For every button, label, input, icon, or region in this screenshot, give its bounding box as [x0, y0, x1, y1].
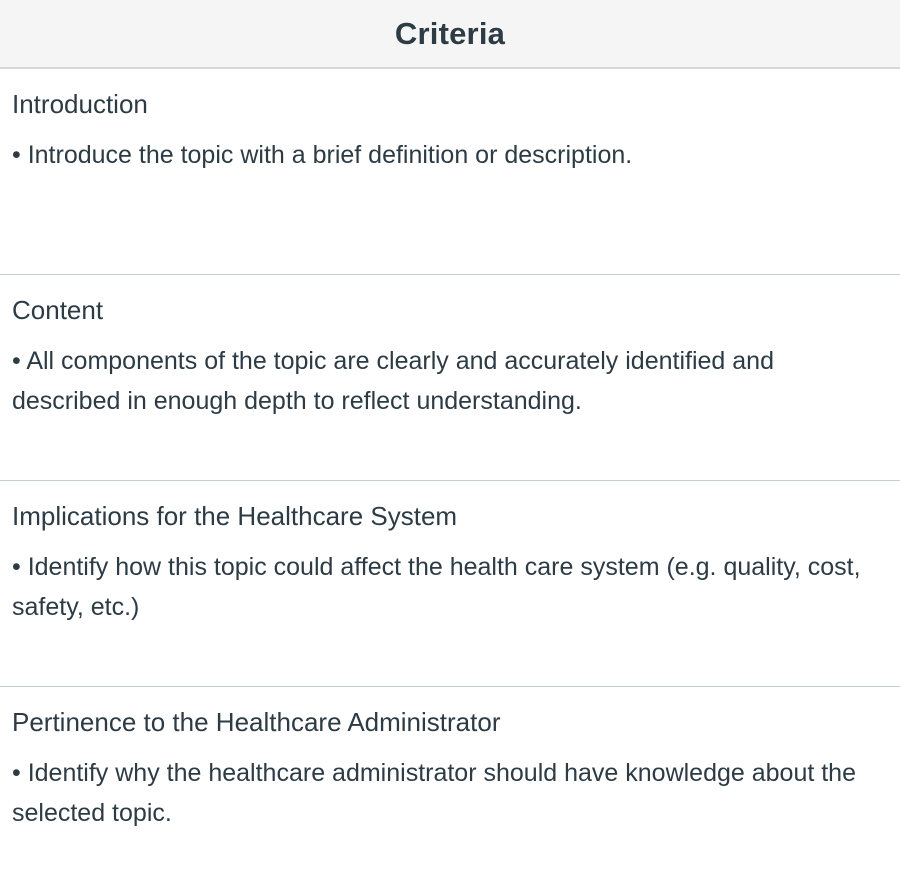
criterion-row-implications — [0, 481, 900, 687]
criteria-column-header — [0, 0, 900, 69]
criterion-row-pertinence — [0, 687, 900, 876]
criterion-row-content — [0, 275, 900, 481]
criterion-title: Introduction — [12, 89, 148, 119]
criterion-title: Pertinence to the Healthcare Administrator — [12, 707, 501, 737]
criteria-header-title: Criteria — [394, 15, 506, 51]
criterion-title: Content — [12, 295, 104, 325]
criterion-description: • Introduce the topic with a brief definition or description. — [12, 141, 633, 169]
criterion-title: Implications for the Healthcare System — [12, 501, 458, 531]
criterion-description: • Identify why the healthcare administrator should have knowledge about the selected topic. — [12, 759, 856, 827]
criterion-description: • All components of the topic are clearly and accurately identified and described in enough depth to reflect understanding. — [12, 347, 774, 415]
criterion-description: • Identify how this topic could affect the health care system (e.g. quality, cost, safety, etc.) — [12, 553, 861, 621]
criterion-row-introduction — [0, 69, 900, 275]
